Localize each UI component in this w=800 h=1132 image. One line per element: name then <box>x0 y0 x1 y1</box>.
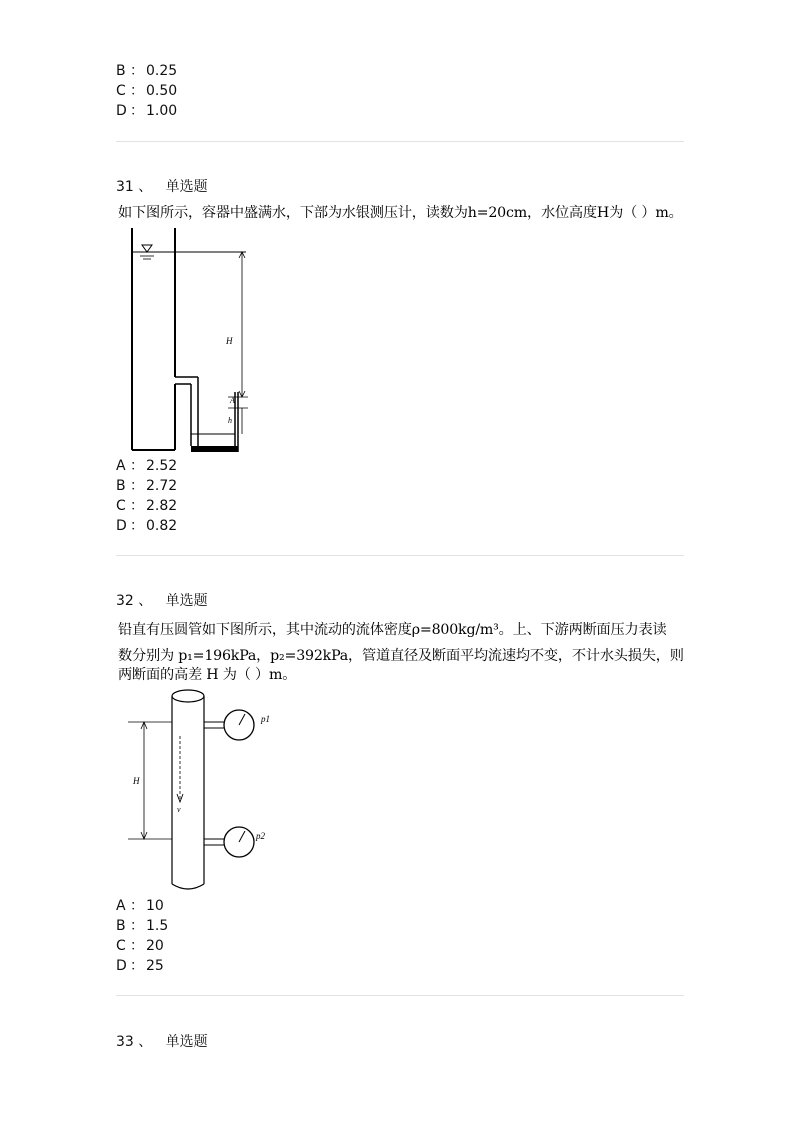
question-type: 单选题 <box>165 1034 208 1050</box>
option-sep: ： <box>130 518 144 534</box>
question-31-text: 如下图所示，容器中盛满水，下部为水银测压计，读数为h=20cm，水位高度H为（ ）m。 <box>118 205 683 221</box>
option-text: 20 <box>146 938 164 954</box>
option-sep: ： <box>130 918 144 934</box>
option-letter: C <box>116 498 126 514</box>
prev-option-c[interactable] <box>116 81 177 101</box>
option-letter: A <box>116 898 126 914</box>
option-sep: ： <box>130 458 144 474</box>
q31-option-c[interactable] <box>116 496 177 516</box>
option-letter: D <box>116 518 127 534</box>
option-text: 2.72 <box>146 478 178 494</box>
prev-option-d[interactable] <box>116 101 177 121</box>
prev-option-b[interactable] <box>116 61 177 81</box>
label-h: h <box>228 416 232 425</box>
q32-option-d[interactable] <box>116 956 164 976</box>
option-sep: ： <box>130 898 144 914</box>
question-number: 33 、 <box>116 1034 153 1050</box>
question-33-header <box>116 1032 208 1052</box>
label-p2: p2 <box>256 831 265 841</box>
question-31-figure <box>118 222 258 458</box>
question-32-figure <box>120 688 280 894</box>
label-A: A <box>230 396 235 405</box>
option-sep: ： <box>130 958 144 974</box>
question-type: 单选题 <box>165 179 208 195</box>
divider <box>116 555 684 556</box>
question-32-text-line-3: 两断面的高差 H 为（ ）m。 <box>118 667 297 683</box>
q31-option-d[interactable] <box>116 516 177 536</box>
option-sep: ： <box>130 478 144 494</box>
q31-option-a[interactable] <box>116 456 177 476</box>
option-text: 25 <box>146 958 164 974</box>
option-text: 0.25 <box>146 63 178 79</box>
question-number: 31 、 <box>116 179 153 195</box>
label-H: H <box>226 336 233 346</box>
q32-option-a[interactable] <box>116 896 164 916</box>
option-letter: B <box>116 478 126 494</box>
option-text: 1.00 <box>146 103 178 119</box>
option-text: 0.82 <box>146 518 178 534</box>
question-type: 单选题 <box>165 593 208 609</box>
option-letter: B <box>116 63 126 79</box>
question-32-text-line-1: 铅直有压圆管如下图所示，其中流动的流体密度ρ=800kg/m³。上、下游两断面压力表读 <box>118 622 667 638</box>
option-text: 0.50 <box>146 83 178 99</box>
option-sep: ： <box>130 103 144 119</box>
divider <box>116 141 684 142</box>
option-sep: ： <box>130 63 144 79</box>
divider <box>116 995 684 996</box>
option-sep: ： <box>130 83 144 99</box>
option-letter: C <box>116 83 126 99</box>
q32-option-b[interactable] <box>116 916 168 936</box>
q32-option-c[interactable] <box>116 936 164 956</box>
option-letter: C <box>116 938 126 954</box>
option-text: 1.5 <box>146 918 169 934</box>
label-p1: p1 <box>261 714 270 724</box>
q31-option-b[interactable] <box>116 476 177 496</box>
question-31-header <box>116 177 208 197</box>
option-letter: A <box>116 458 126 474</box>
option-text: 2.82 <box>146 498 178 514</box>
option-letter: D <box>116 103 127 119</box>
question-32-header <box>116 591 208 611</box>
question-number: 32 、 <box>116 593 153 609</box>
option-sep: ： <box>130 498 144 514</box>
label-H: H <box>133 776 140 786</box>
option-text: 10 <box>146 898 164 914</box>
option-sep: ： <box>130 938 144 954</box>
option-letter: D <box>116 958 127 974</box>
label-v: v <box>177 805 181 814</box>
option-text: 2.52 <box>146 458 178 474</box>
question-32-text-line-2: 数分别为 p₁=196kPa，p₂=392kPa，管道直径及断面平均流速均不变，不计水头损失，则 <box>118 648 684 664</box>
option-letter: B <box>116 918 126 934</box>
